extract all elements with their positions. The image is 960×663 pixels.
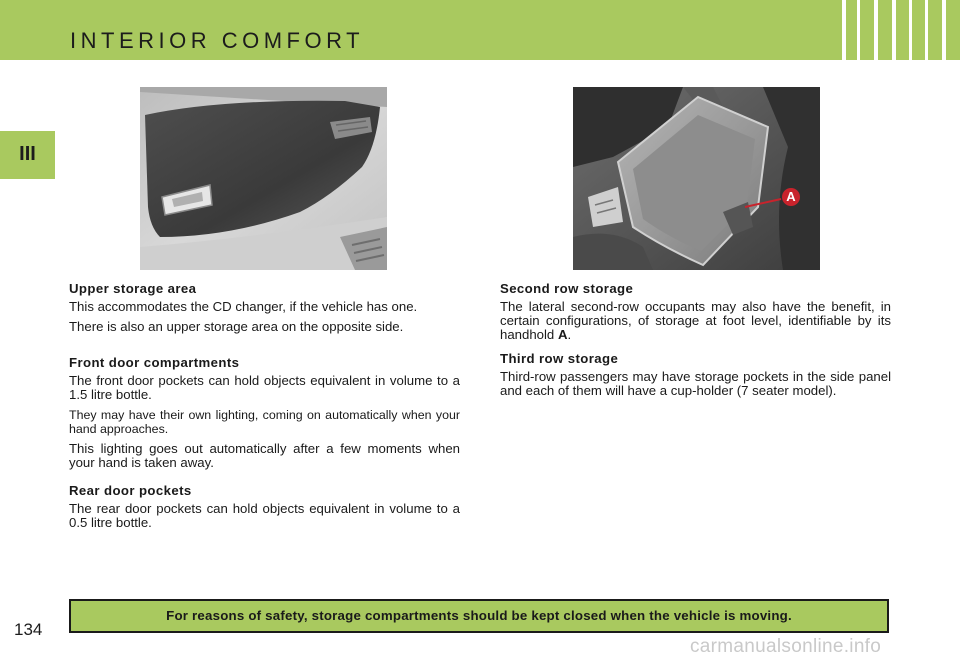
page-number: 134 — [14, 620, 43, 639]
right-column — [500, 282, 891, 404]
second-row-text-body: The lateral second-row occupants may also have the benefit, in certain configurations, of storage at foot level, identifiable by its handhold — [500, 299, 891, 342]
upper-storage-text-2: There is also an upper storage area on the opposite side. — [69, 319, 404, 334]
watermark-text: carmanualsonline.info — [690, 636, 882, 657]
third-row-text: Third-row passengers may have storage pockets in the side panel and each of them will have a cup-holder (7 seater model). — [500, 369, 891, 398]
second-row-text-end: . — [567, 327, 572, 342]
second-row-heading: Second row storage — [500, 281, 634, 296]
front-door-text-2: They may have their own lighting, coming on automatically when your hand approaches. — [69, 408, 460, 436]
rear-door-text-1: The rear door pockets can hold objects equivalent in volume to a 0.5 litre bottle. — [69, 501, 460, 530]
front-door-heading: Front door compartments — [69, 355, 240, 370]
front-door-text-3: This lighting goes out automatically after a few moments when your hand is taken away. — [69, 441, 460, 470]
upper-storage-text-1: This accommodates the CD changer, if the vehicle has one. — [69, 299, 418, 314]
chapter-title: INTERIOR COMFORT — [70, 28, 365, 53]
second-row-text — [500, 300, 891, 342]
left-column — [69, 282, 460, 536]
callout-a-label: A — [786, 189, 796, 204]
front-door-text-1: The front door pockets can hold objects equivalent in volume to a 1.5 litre bottle. — [69, 373, 460, 402]
floor-storage-photo — [573, 87, 820, 270]
glovebox-photo — [140, 87, 387, 270]
safety-warning-text: For reasons of safety, storage compartments should be kept closed when the vehicle is moving. — [166, 608, 792, 623]
upper-storage-heading: Upper storage area — [69, 281, 197, 296]
chapter-header — [0, 0, 960, 60]
section-tab-label: III — [19, 143, 36, 165]
section-tab[interactable] — [0, 131, 55, 179]
handhold-reference: A — [557, 327, 568, 342]
third-row-heading: Third row storage — [500, 351, 619, 366]
safety-warning-box — [69, 599, 889, 633]
rear-door-heading: Rear door pockets — [69, 483, 192, 498]
